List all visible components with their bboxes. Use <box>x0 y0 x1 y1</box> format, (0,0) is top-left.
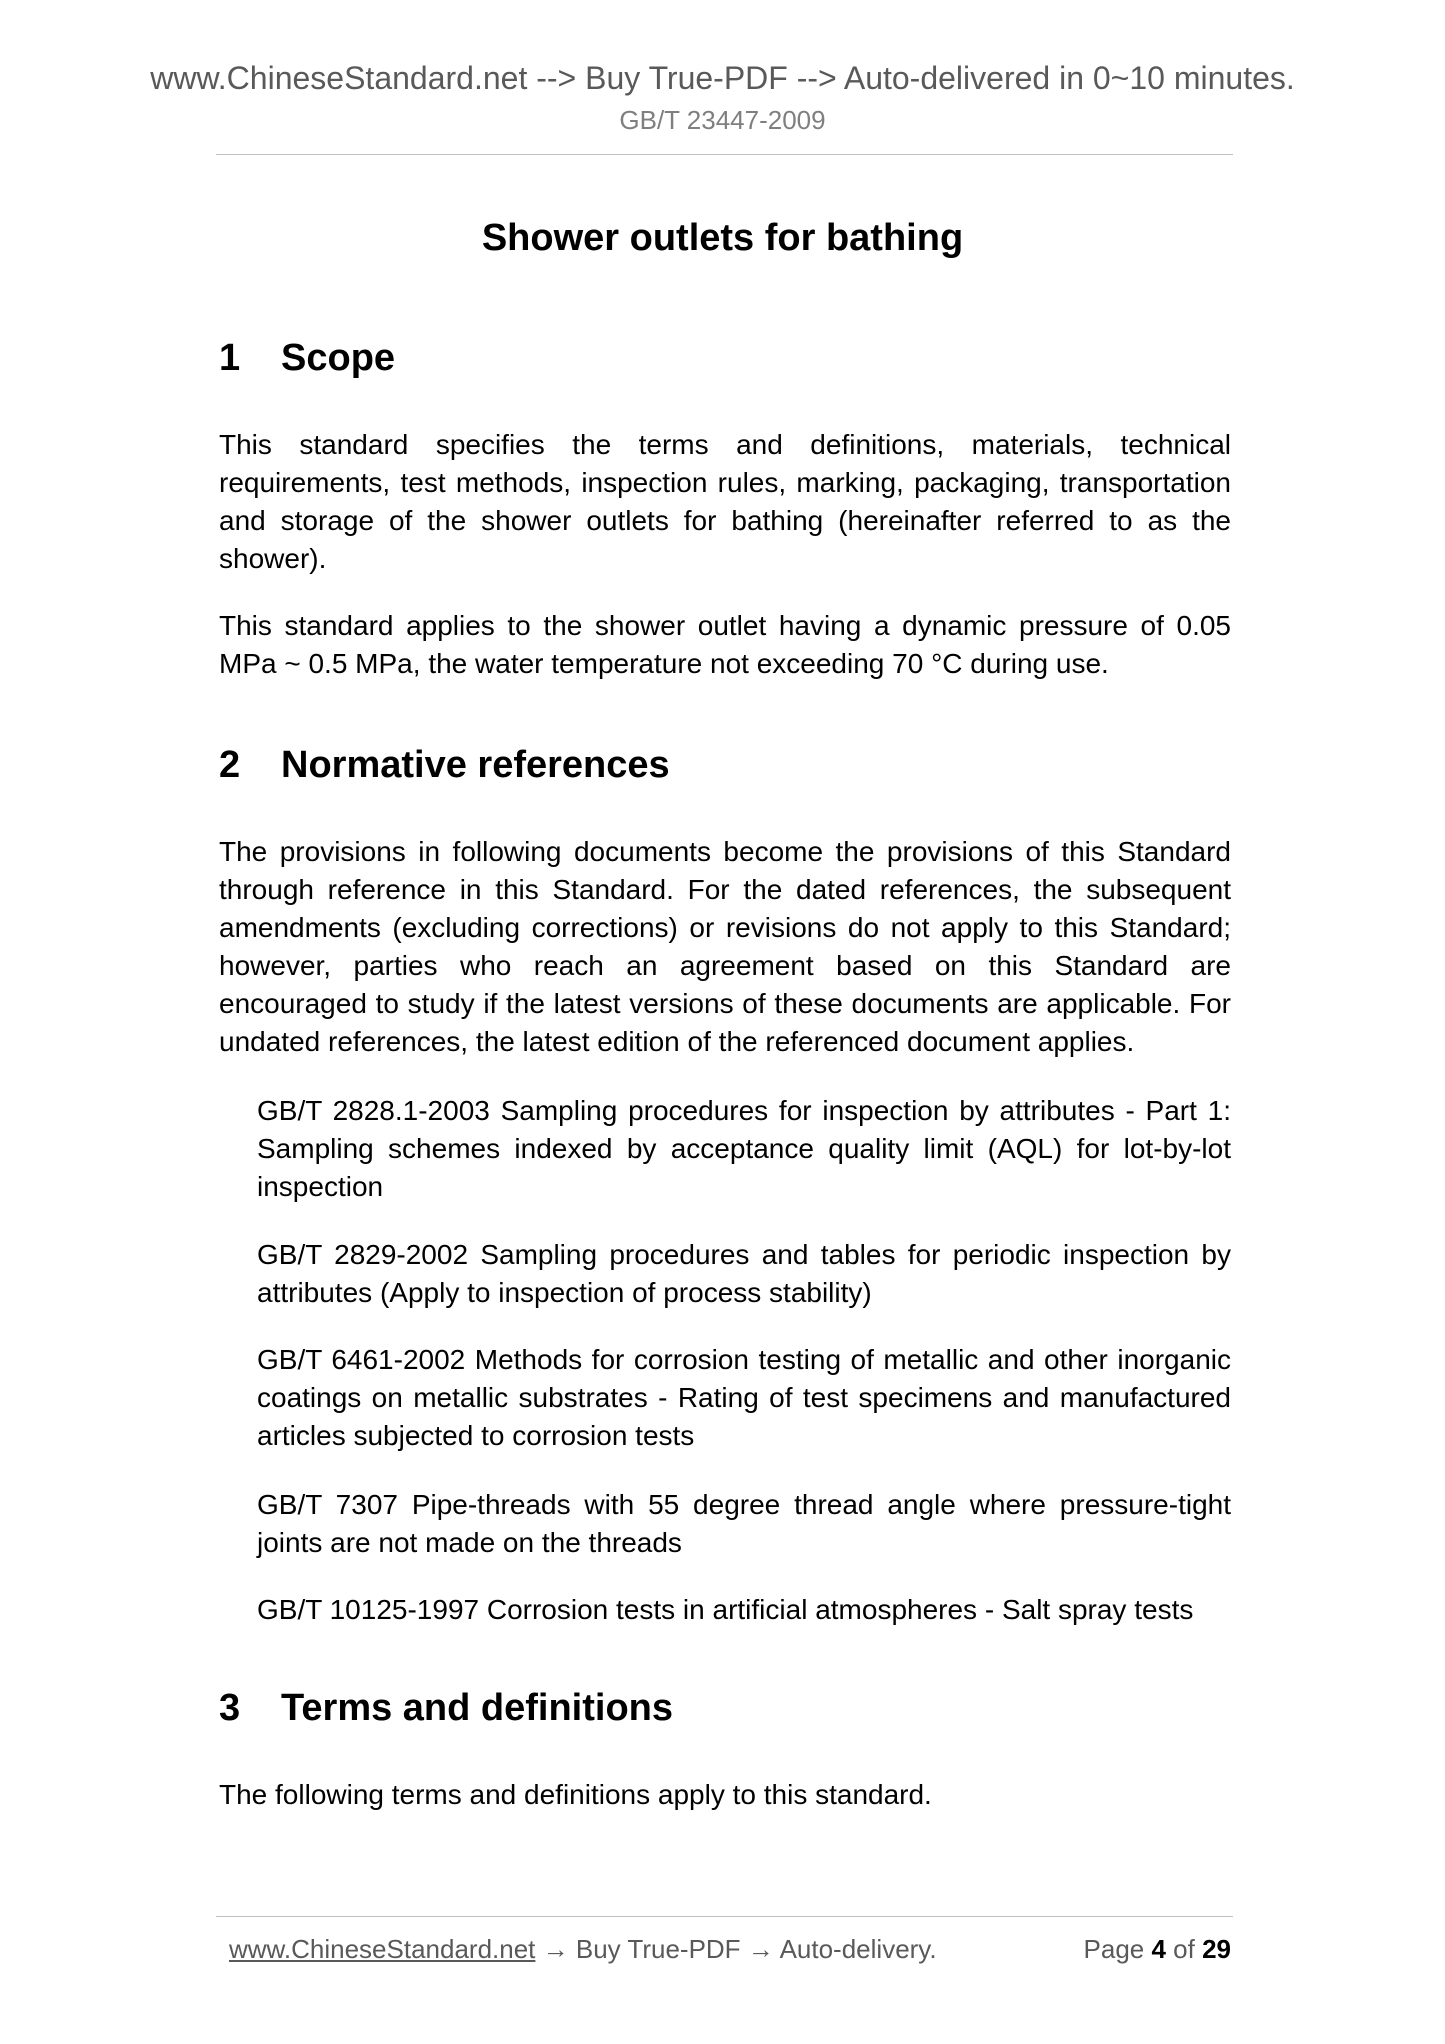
page-number: 4 <box>1151 1934 1166 1964</box>
page-word: Page <box>1083 1934 1152 1964</box>
section-2-title: Normative references <box>281 744 670 786</box>
section-1-number: 1 <box>219 337 241 379</box>
footer-divider <box>216 1916 1233 1917</box>
page-indicator <box>1084 1932 1231 1966</box>
footer-promo-text: → Buy True-PDF → Auto-delivery. <box>535 1934 937 1964</box>
reference-item: GB/T 6461-2002 Methods for corrosion testing of metallic and other inorganic coatings on metallic substrates - Rating of test specimens and manufactured articles subjected to corrosion tests <box>257 1344 1231 1451</box>
section-3-title: Terms and definitions <box>281 1687 674 1729</box>
scope-paragraph-1: This standard specifies the terms and definitions, materials, technical requirements, test methods, inspection rules, marking, packaging, transportation and storage of the shower outlets for bathing (hereinafter referred to as the shower). <box>219 429 1231 574</box>
header-promo: www.ChineseStandard.net --> Buy True-PDF --> Auto-delivered in 0~10 minutes. <box>150 60 1295 96</box>
section-1-title: Scope <box>281 337 396 379</box>
document-title: Shower outlets for bathing <box>481 217 964 259</box>
normative-references-intro: The provisions in following documents become the provisions of this Standard through reference in this Standard. For the dated references, the subsequent amendments (excluding corrections) or revisions do not apply to this Standard; however, parties who reach an agreement based on this Standard are encouraged to study if the latest versions of these documents are applicable. For undated references, the latest edition of the referenced document applies. <box>219 836 1231 1057</box>
section-3-number: 3 <box>219 1687 241 1729</box>
terms-paragraph-1: The following terms and definitions apply to this standard. <box>219 1779 932 1810</box>
page-footer <box>229 1932 1231 1966</box>
scope-paragraph-2: This standard applies to the shower outlet having a dynamic pressure of 0.05 MPa ~ 0.5 MPa, the water temperature not exceeding 70 °C during use. <box>219 610 1231 679</box>
section-2-number: 2 <box>219 744 241 786</box>
page-of-word: of <box>1165 1934 1203 1964</box>
reference-item: GB/T 2828.1-2003 Sampling procedures for inspection by attributes - Part 1: Sampling schemes indexed by acceptance quality limit (AQL) for lot-by-lot inspection <box>257 1095 1231 1202</box>
section-2-heading <box>219 741 670 789</box>
section-3-heading <box>219 1684 673 1732</box>
header-divider <box>216 154 1233 155</box>
footer-site-link[interactable]: www.ChineseStandard.net <box>229 1934 536 1964</box>
reference-item: GB/T 2829-2002 Sampling procedures and tables for periodic inspection by attributes (Apply to inspection of process stability) <box>257 1239 1231 1308</box>
reference-item: GB/T 7307 Pipe-threads with 55 degree thread angle where pressure-tight joints are not made on the threads <box>257 1489 1231 1558</box>
footer-promo <box>229 1932 937 1966</box>
section-1-heading <box>219 334 395 382</box>
header-standard-code: GB/T 23447-2009 <box>619 105 826 135</box>
reference-item: GB/T 10125-1997 Corrosion tests in artificial atmospheres - Salt spray tests <box>257 1594 1194 1625</box>
page-total: 29 <box>1202 1934 1231 1964</box>
